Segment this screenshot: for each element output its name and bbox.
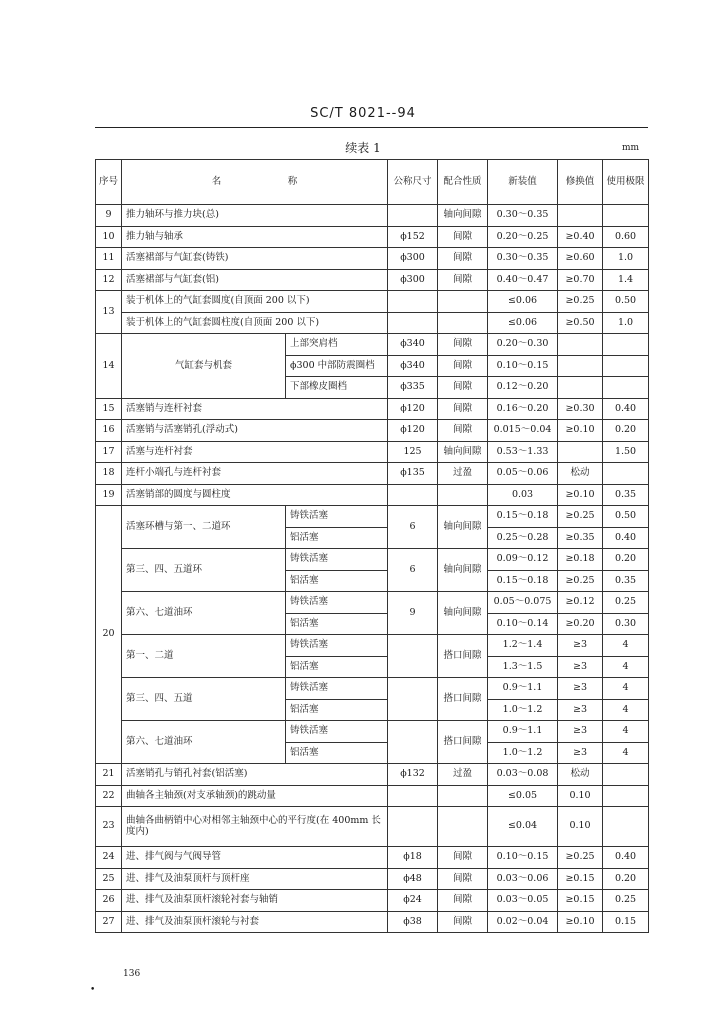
row-fit: 间隙: [438, 269, 488, 291]
row-new: 0.02～0.04: [488, 911, 558, 933]
row-limit: 1.50: [603, 441, 649, 463]
row-fit: 间隙: [438, 226, 488, 248]
row-repair: [558, 355, 603, 377]
row-new: 1.3～1.5: [488, 656, 558, 678]
row-fit: 间隙: [438, 398, 488, 420]
row-size: [388, 678, 438, 721]
row-limit: [603, 334, 649, 356]
row-size: 125: [388, 441, 438, 463]
table-row: [96, 764, 649, 786]
table-row: [96, 248, 649, 270]
standard-code-header: SC/T 8021--94: [310, 106, 416, 121]
header-fit: 配合性质: [438, 160, 488, 205]
row-limit: 0.35: [603, 484, 649, 506]
row-no: 19: [96, 484, 122, 506]
row-part: 铝活塞: [286, 742, 388, 764]
row-size: [388, 312, 438, 334]
row-new: 0.10～0.15: [488, 355, 558, 377]
row-new: 0.12～0.20: [488, 377, 558, 399]
margin-mark: •: [90, 985, 96, 995]
row-limit: [603, 463, 649, 485]
row-limit: 0.40: [603, 847, 649, 869]
row-no: 18: [96, 463, 122, 485]
row-repair: ≥0.18: [558, 549, 603, 571]
row-fit: [438, 312, 488, 334]
row-repair: ≥0.25: [558, 506, 603, 528]
row-fit: 轴向间隙: [438, 592, 488, 635]
row-limit: 4: [603, 721, 649, 743]
table-row: [96, 721, 649, 743]
row-size: ϕ340: [388, 334, 438, 356]
row-fit: 搭口间隙: [438, 635, 488, 678]
row-repair: ≥0.60: [558, 248, 603, 270]
row-new: 1.0～1.2: [488, 742, 558, 764]
row-new: ≤0.06: [488, 291, 558, 313]
row-size: [388, 484, 438, 506]
row-part: 铝活塞: [286, 699, 388, 721]
row-fit: 轴向间隙: [438, 205, 488, 227]
row-no: 23: [96, 807, 122, 847]
table-row: [96, 868, 649, 890]
table-caption: 续表 1: [345, 141, 381, 155]
row-no: 25: [96, 868, 122, 890]
row-size: ϕ120: [388, 398, 438, 420]
row-name: 活塞销部的圆度与圆柱度: [122, 484, 388, 506]
header-name: 名 称: [122, 160, 388, 205]
row-fit: 轴向间隙: [438, 441, 488, 463]
table-row: [96, 226, 649, 248]
row-limit: 0.60: [603, 226, 649, 248]
row-name: 进、排气及油泵顶杆滚轮衬套与轴销: [122, 890, 388, 912]
row-limit: 1.0: [603, 312, 649, 334]
row-name: 曲轴各曲柄销中心对相邻主轴颈中心的平行度(在 400mm 长度内): [122, 807, 388, 847]
row-fit: 过盈: [438, 764, 488, 786]
row-limit: [603, 764, 649, 786]
row-repair: ≥0.15: [558, 868, 603, 890]
row-limit: 0.50: [603, 506, 649, 528]
table-row: [96, 785, 649, 807]
table-row: [96, 398, 649, 420]
row-limit: 4: [603, 742, 649, 764]
table-row: [96, 807, 649, 847]
row-no: 24: [96, 847, 122, 869]
row-new: 0.10～0.15: [488, 847, 558, 869]
row-fit: 间隙: [438, 377, 488, 399]
table-row: [96, 890, 649, 912]
row-fit: 轴向间隙: [438, 506, 488, 549]
row-fit: [438, 291, 488, 313]
header-repair: 修换值: [558, 160, 603, 205]
row-fit: 过盈: [438, 463, 488, 485]
row-part: 铸铁活塞: [286, 506, 388, 528]
row-fit: 间隙: [438, 847, 488, 869]
row-size: [388, 635, 438, 678]
row-fit: 轴向间隙: [438, 549, 488, 592]
row-fit: 间隙: [438, 868, 488, 890]
row-name: 气缸套与机套: [122, 334, 286, 399]
row-size: [388, 291, 438, 313]
row-size: ϕ335: [388, 377, 438, 399]
row-new: ≤0.04: [488, 807, 558, 847]
row-limit: 0.15: [603, 911, 649, 933]
row-repair: ≥0.15: [558, 890, 603, 912]
row-new: 1.0～1.2: [488, 699, 558, 721]
row-name: 推力轴与轴承: [122, 226, 388, 248]
row-fit: 搭口间隙: [438, 721, 488, 764]
row-limit: 0.35: [603, 570, 649, 592]
row-repair: 松动: [558, 463, 603, 485]
row-name: 第三、四、五道: [122, 678, 286, 721]
row-part: 铝活塞: [286, 527, 388, 549]
row-name: 第六、七道油环: [122, 592, 286, 635]
row-size: ϕ135: [388, 463, 438, 485]
row-size: ϕ48: [388, 868, 438, 890]
row-repair: ≥0.10: [558, 911, 603, 933]
header-limit: 使用极限: [603, 160, 649, 205]
row-fit: 间隙: [438, 334, 488, 356]
row-fit: [438, 807, 488, 847]
row-no: 20: [96, 506, 122, 764]
row-new: 0.25～0.28: [488, 527, 558, 549]
row-limit: 4: [603, 678, 649, 700]
row-no: 22: [96, 785, 122, 807]
row-size: 6: [388, 506, 438, 549]
row-name: 进、排气阀与气阀导管: [122, 847, 388, 869]
row-name: 活塞与连杆衬套: [122, 441, 388, 463]
table-row: [96, 549, 649, 571]
row-new: 0.9～1.1: [488, 678, 558, 700]
row-fit: 搭口间隙: [438, 678, 488, 721]
table-row: [96, 291, 649, 313]
row-limit: 0.20: [603, 868, 649, 890]
row-new: 0.53～1.33: [488, 441, 558, 463]
row-name: 活塞环槽与第一、二道环: [122, 506, 286, 549]
table-row: [96, 312, 649, 334]
row-repair: 松动: [558, 764, 603, 786]
row-fit: 间隙: [438, 890, 488, 912]
page-number: 136: [123, 969, 141, 979]
row-repair: ≥0.40: [558, 226, 603, 248]
row-limit: 0.20: [603, 549, 649, 571]
row-new: 0.16～0.20: [488, 398, 558, 420]
row-name: 装于机体上的气缸套圆柱度(自顶面 200 以下): [122, 312, 388, 334]
table-row: [96, 847, 649, 869]
row-no: 12: [96, 269, 122, 291]
row-part: 上部突肩档: [286, 334, 388, 356]
row-repair: [558, 377, 603, 399]
row-part: 铸铁活塞: [286, 678, 388, 700]
row-part: 铸铁活塞: [286, 592, 388, 614]
row-name: 装于机体上的气缸套圆度(自顶面 200 以下): [122, 291, 388, 313]
row-new: 0.03～0.05: [488, 890, 558, 912]
row-repair: [558, 441, 603, 463]
row-repair: ≥0.25: [558, 570, 603, 592]
row-size: [388, 721, 438, 764]
header-size: 公称尺寸: [388, 160, 438, 205]
row-fit: [438, 484, 488, 506]
row-part: 下部橡皮圈档: [286, 377, 388, 399]
row-part: 铝活塞: [286, 570, 388, 592]
row-part: 铸铁活塞: [286, 721, 388, 743]
row-limit: 4: [603, 635, 649, 657]
row-part: ϕ300 中部防震圈档: [286, 355, 388, 377]
row-size: ϕ18: [388, 847, 438, 869]
row-repair: ≥0.12: [558, 592, 603, 614]
row-repair: ≥0.70: [558, 269, 603, 291]
row-new: 0.40～0.47: [488, 269, 558, 291]
row-repair: [558, 205, 603, 227]
row-limit: 0.25: [603, 592, 649, 614]
table-row: [96, 441, 649, 463]
row-repair: ≥0.30: [558, 398, 603, 420]
table-row: [96, 911, 649, 933]
row-no: 21: [96, 764, 122, 786]
row-name: 活塞裙部与气缸套(铝): [122, 269, 388, 291]
row-new: 0.05～0.06: [488, 463, 558, 485]
table-row: [96, 205, 649, 227]
row-part: 铝活塞: [286, 613, 388, 635]
row-size: [388, 205, 438, 227]
row-new: 0.05～0.075: [488, 592, 558, 614]
row-new: 0.9～1.1: [488, 721, 558, 743]
table-row: [96, 635, 649, 657]
row-name: 曲轴各主轴颈(对支承轴颈)的跳动量: [122, 785, 388, 807]
row-repair: ≥3: [558, 635, 603, 657]
clearance-table: [95, 159, 649, 933]
row-limit: [603, 355, 649, 377]
row-new: 0.20～0.30: [488, 334, 558, 356]
row-no: 16: [96, 420, 122, 442]
row-name: 第三、四、五道环: [122, 549, 286, 592]
row-fit: 间隙: [438, 420, 488, 442]
row-limit: 0.40: [603, 527, 649, 549]
row-no: 10: [96, 226, 122, 248]
row-repair: ≥3: [558, 699, 603, 721]
row-repair: ≥0.25: [558, 291, 603, 313]
row-size: ϕ340: [388, 355, 438, 377]
row-repair: ≥3: [558, 678, 603, 700]
row-limit: 0.25: [603, 890, 649, 912]
row-limit: [603, 377, 649, 399]
row-repair: 0.10: [558, 807, 603, 847]
row-new: 0.15～0.18: [488, 506, 558, 528]
row-size: ϕ132: [388, 764, 438, 786]
row-limit: [603, 205, 649, 227]
row-repair: 0.10: [558, 785, 603, 807]
row-size: [388, 807, 438, 847]
row-no: 27: [96, 911, 122, 933]
row-limit: 1.0: [603, 248, 649, 270]
row-repair: ≥3: [558, 721, 603, 743]
row-part: 铸铁活塞: [286, 549, 388, 571]
table-row: [96, 592, 649, 614]
row-fit: 间隙: [438, 355, 488, 377]
row-no: 11: [96, 248, 122, 270]
row-name: 推力轴环与推力块(总): [122, 205, 388, 227]
row-name: 活塞销孔与销孔衬套(铝活塞): [122, 764, 388, 786]
row-no: 14: [96, 334, 122, 399]
row-no: 15: [96, 398, 122, 420]
table-row: [96, 463, 649, 485]
row-repair: ≥0.20: [558, 613, 603, 635]
row-size: 6: [388, 549, 438, 592]
row-new: 1.2～1.4: [488, 635, 558, 657]
row-repair: ≥0.10: [558, 420, 603, 442]
row-size: [388, 785, 438, 807]
row-limit: 4: [603, 656, 649, 678]
row-no: 26: [96, 890, 122, 912]
row-name: 第一、二道: [122, 635, 286, 678]
row-new: 0.09～0.12: [488, 549, 558, 571]
row-new: 0.03～0.08: [488, 764, 558, 786]
row-limit: 4: [603, 699, 649, 721]
row-no: 9: [96, 205, 122, 227]
row-fit: [438, 785, 488, 807]
row-repair: ≥0.35: [558, 527, 603, 549]
row-limit: 0.20: [603, 420, 649, 442]
header-new: 新装值: [488, 160, 558, 205]
row-size: 9: [388, 592, 438, 635]
row-new: 0.20～0.25: [488, 226, 558, 248]
row-name: 进、排气及油泵顶杆与顶杆座: [122, 868, 388, 890]
row-name: 进、排气及油泵顶杆滚轮与衬套: [122, 911, 388, 933]
row-name: 活塞销与连杆衬套: [122, 398, 388, 420]
row-name: 活塞销与活塞销孔(浮动式): [122, 420, 388, 442]
row-repair: ≥0.50: [558, 312, 603, 334]
row-limit: 1.4: [603, 269, 649, 291]
row-size: ϕ24: [388, 890, 438, 912]
row-name: 连杆小端孔与连杆衬套: [122, 463, 388, 485]
row-size: ϕ300: [388, 269, 438, 291]
row-new: ≤0.06: [488, 312, 558, 334]
table-row: [96, 678, 649, 700]
row-name: 第六、七道油环: [122, 721, 286, 764]
table-row: [96, 269, 649, 291]
row-size: ϕ38: [388, 911, 438, 933]
header-no: 序号: [96, 160, 122, 205]
row-limit: 0.30: [603, 613, 649, 635]
row-size: ϕ120: [388, 420, 438, 442]
row-repair: ≥3: [558, 742, 603, 764]
header-rule: [95, 127, 648, 128]
row-new: 0.30～0.35: [488, 205, 558, 227]
row-limit: [603, 807, 649, 847]
unit-label: mm: [622, 143, 640, 153]
row-no: 13: [96, 291, 122, 334]
row-new: 0.03: [488, 484, 558, 506]
row-repair: ≥0.25: [558, 847, 603, 869]
row-new: 0.015～0.04: [488, 420, 558, 442]
table-row: [96, 420, 649, 442]
row-new: 0.15～0.18: [488, 570, 558, 592]
row-size: ϕ152: [388, 226, 438, 248]
row-limit: 0.40: [603, 398, 649, 420]
row-fit: 间隙: [438, 248, 488, 270]
row-part: 铝活塞: [286, 656, 388, 678]
row-size: ϕ300: [388, 248, 438, 270]
row-repair: ≥0.10: [558, 484, 603, 506]
row-repair: [558, 334, 603, 356]
table-row: [96, 334, 649, 356]
row-limit: [603, 785, 649, 807]
row-name: 活塞裙部与气缸套(铸铁): [122, 248, 388, 270]
row-repair: ≥3: [558, 656, 603, 678]
row-no: 17: [96, 441, 122, 463]
row-new: 0.03～0.06: [488, 868, 558, 890]
row-new: ≤0.05: [488, 785, 558, 807]
row-new: 0.30～0.35: [488, 248, 558, 270]
table-row: [96, 506, 649, 528]
row-part: 铸铁活塞: [286, 635, 388, 657]
row-new: 0.10～0.14: [488, 613, 558, 635]
row-fit: 间隙: [438, 911, 488, 933]
row-limit: 0.50: [603, 291, 649, 313]
table-row: [96, 484, 649, 506]
